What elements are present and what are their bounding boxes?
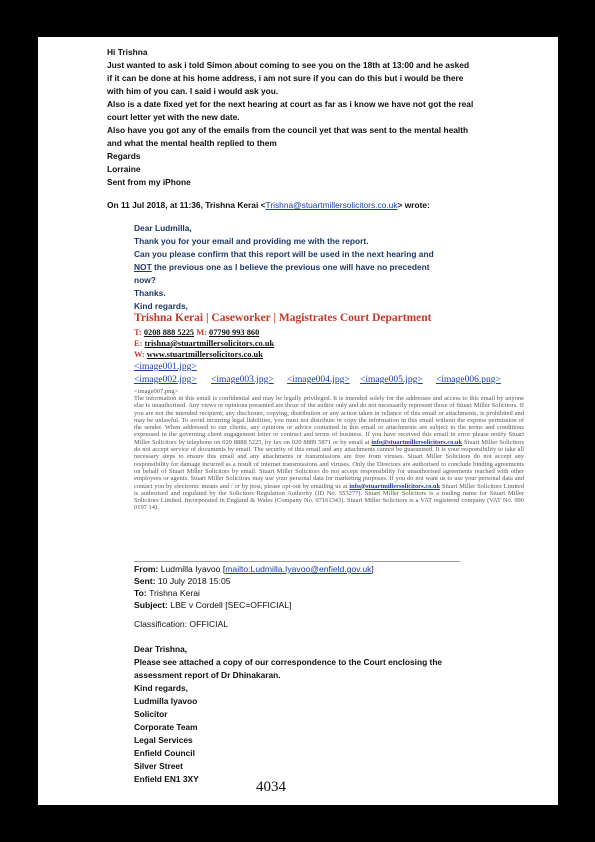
forward-line: Solicitor [134, 709, 168, 719]
body-line: if it can be done at his home address, i am not sure if you can do this but i would be there [107, 73, 464, 83]
mobile-label: M: [196, 328, 207, 337]
mobile-link[interactable]: 07790 993 860 [209, 328, 260, 337]
forward-greeting: Dear Trishna, [134, 644, 188, 654]
body-line: Also is a date fixed yet for the next hearing at court as far as i know we have not got the real [107, 99, 474, 109]
reply-line: now? [134, 275, 156, 285]
image-attachment-link[interactable]: <image003.jpg> [211, 375, 274, 385]
disclaimer-text: Stuart Miller Solicitors do not accept service of documents by email. The security of this email and any attachments cannot be guaranteed. It is your responsibility to take all necessary steps to ensure this email and any attachments or transmissions are free from viruses. Stuart Miller Solicitors do not accept any responsibility for damage incurred as a result of internet transmissions and viruses. Only the Directors are authorised to conclude binding agreements on behalf of Stuart Miller Solicitors by email. Stuart Miller Solicitors do not accept responsibility for unauthorised agreements reached with other employees or agents. Stuart Miller Solicitors may use your personal data for marketing purposes. If you do not want us to use your personal data and contact you by electronic means and / or by post, please opt-out by emailing us at [134, 438, 524, 490]
forward-line: Legal Services [134, 735, 193, 745]
forward-to [134, 588, 200, 598]
quote-header-suffix: > wrote: [397, 200, 430, 210]
quote-header [107, 200, 430, 210]
image-attachment-link[interactable]: <image005.jpg> [360, 375, 423, 385]
forward-subject [134, 600, 291, 610]
signature-title: Trishna Kerai | Caseworker | Magistrates Court Department [134, 312, 432, 324]
quote-header-prefix: On 11 Jul 2018, at 11:36, Trishna Kerai < [107, 200, 266, 210]
forward-line: Corporate Team [134, 722, 198, 732]
document-page [38, 37, 558, 805]
signature-web-link[interactable]: www.stuartmillersolicitors.co.uk [146, 350, 263, 359]
quote-sender-email-link[interactable]: Trishna@stuartmillersolicitors.co.uk [265, 200, 398, 210]
body-line: Also have you got any of the emails from the council yet that was sent to the mental health [107, 125, 469, 135]
forward-line: Please see attached a copy of our correspondence to the Court enclosing the [134, 657, 443, 667]
greeting: Hi Trishna [107, 47, 148, 57]
page-number: 4034 [256, 779, 286, 795]
divider [134, 561, 460, 562]
legal-disclaimer [134, 395, 524, 512]
reply-thanks: Thanks. [134, 288, 166, 298]
from-label: From: [134, 564, 159, 574]
subject-value: LBE v Cordell [SEC=OFFICIAL] [170, 600, 292, 610]
reply-line [134, 262, 430, 272]
body-line: Sent from my iPhone [107, 177, 191, 187]
forward-from [134, 564, 374, 574]
image-placeholder: <image007.png> [134, 388, 179, 395]
reply-line-rest: the previous one as I believe the previous one will have no precedent [151, 262, 430, 272]
from-end: ] [371, 564, 374, 574]
image-attachment-link[interactable]: <image004.jpg> [287, 375, 350, 385]
reply-signoff: Kind regards, [134, 301, 188, 311]
from-mailto-link[interactable]: mailto:Ludmilla.Iyavoo@enfield.gov.uk [225, 564, 372, 574]
to-label: To: [134, 588, 147, 598]
not-emphasis: NOT [134, 262, 152, 272]
signature-phone-line [134, 328, 259, 337]
disclaimer-text: Stuart Miller Solicitors Limited is authorised and regulated by the Solicitors Regulation Authority (ID No. 553277). Stuart Miller Solicitors is a trading name for Stuart Miller Solicitors Limited. Incorporated in England & Wales (Company No. 07161343). Stuart Miller Solicitors is a VAT registered company (VAT No. 990 0197 14). [134, 482, 524, 512]
disclaimer-text: The information in this email is confidential and may be legally privileged. It is intended solely for the addressee and access to this email by anyone else is unauthorised. Any views or opinions presented are those of the author only and do not necessarily represent those of Stuart Miller Solicitors. If you are not the intended recipient; any disclosure, copying, distribution or any action taken in reliance of this email or attachments, is prohibited and may be unlawful. To avoid incurring legal liabilities, you must not distribute or copy the information in this email without the express permission of the sender. When addressed to our clients, any opinions or advice contained in this email or attachments are subject to the terms and conditions expressed in the governing client engagement letter or contract and terms of business. If you have received this email in error please notify Stuart Miller Solicitors by telephone on 020 8888 5225, by fax on 020 8889 5871 or by email at [134, 395, 524, 446]
web-label: W: [134, 350, 145, 359]
signature-web-line [134, 350, 263, 359]
phone-label: T: [134, 328, 142, 337]
body-line: and what the mental health replied to them [107, 138, 277, 148]
body-line: Just wanted to ask i told Simon about coming to see you on the 18th at 13:00 and he asked [107, 60, 470, 70]
forward-line: Enfield Council [134, 748, 195, 758]
image-attachment-link[interactable]: <image002.jpg> [134, 375, 197, 385]
forward-line: Enfield EN1 3XY [134, 774, 199, 784]
sent-value: 10 July 2018 15:05 [157, 576, 231, 586]
signature-email-link[interactable]: trishna@stuartmillersolicitors.co.uk [144, 339, 275, 348]
forward-line: Kind regards, [134, 683, 188, 693]
reply-greeting: Dear Ludmilla, [134, 223, 192, 233]
from-name: Ludmilla Iyavoo [ [160, 564, 226, 574]
reply-line: Can you please confirm that this report will be used in the next hearing and [134, 249, 434, 259]
body-line: with him of you can. I said i would ask you. [107, 86, 279, 96]
to-value: Trishna Kerai [149, 588, 200, 598]
body-line: Regards [107, 151, 141, 161]
email-label: E: [134, 339, 143, 348]
classification: Classification: OFFICIAL [134, 619, 229, 629]
body-line: Lorraine [107, 164, 141, 174]
signature-email-line [134, 339, 274, 348]
subject-label: Subject: [134, 600, 168, 610]
image-attachment-link[interactable]: <image006.png> [436, 375, 501, 385]
body-line: court letter yet with the new date. [107, 112, 240, 122]
phone-link[interactable]: 0208 888 5225 [143, 328, 195, 337]
forward-sent [134, 576, 231, 586]
sent-label: Sent: [134, 576, 156, 586]
reply-line: Thank you for your email and providing me with the report. [134, 236, 369, 246]
forward-line: Ludmilla Iyavoo [134, 696, 198, 706]
forward-line: assessment report of Dr Dhinakaran. [134, 670, 281, 680]
disclaimer-email-link[interactable]: info@stuartmillersolicitors.co.uk [371, 438, 463, 446]
forward-line: Silver Street [134, 761, 183, 771]
disclaimer-email-link[interactable]: info@stuartmillersolicitors.co.uk [349, 482, 441, 490]
image-attachment-link[interactable]: <image001.jpg> [134, 362, 197, 372]
